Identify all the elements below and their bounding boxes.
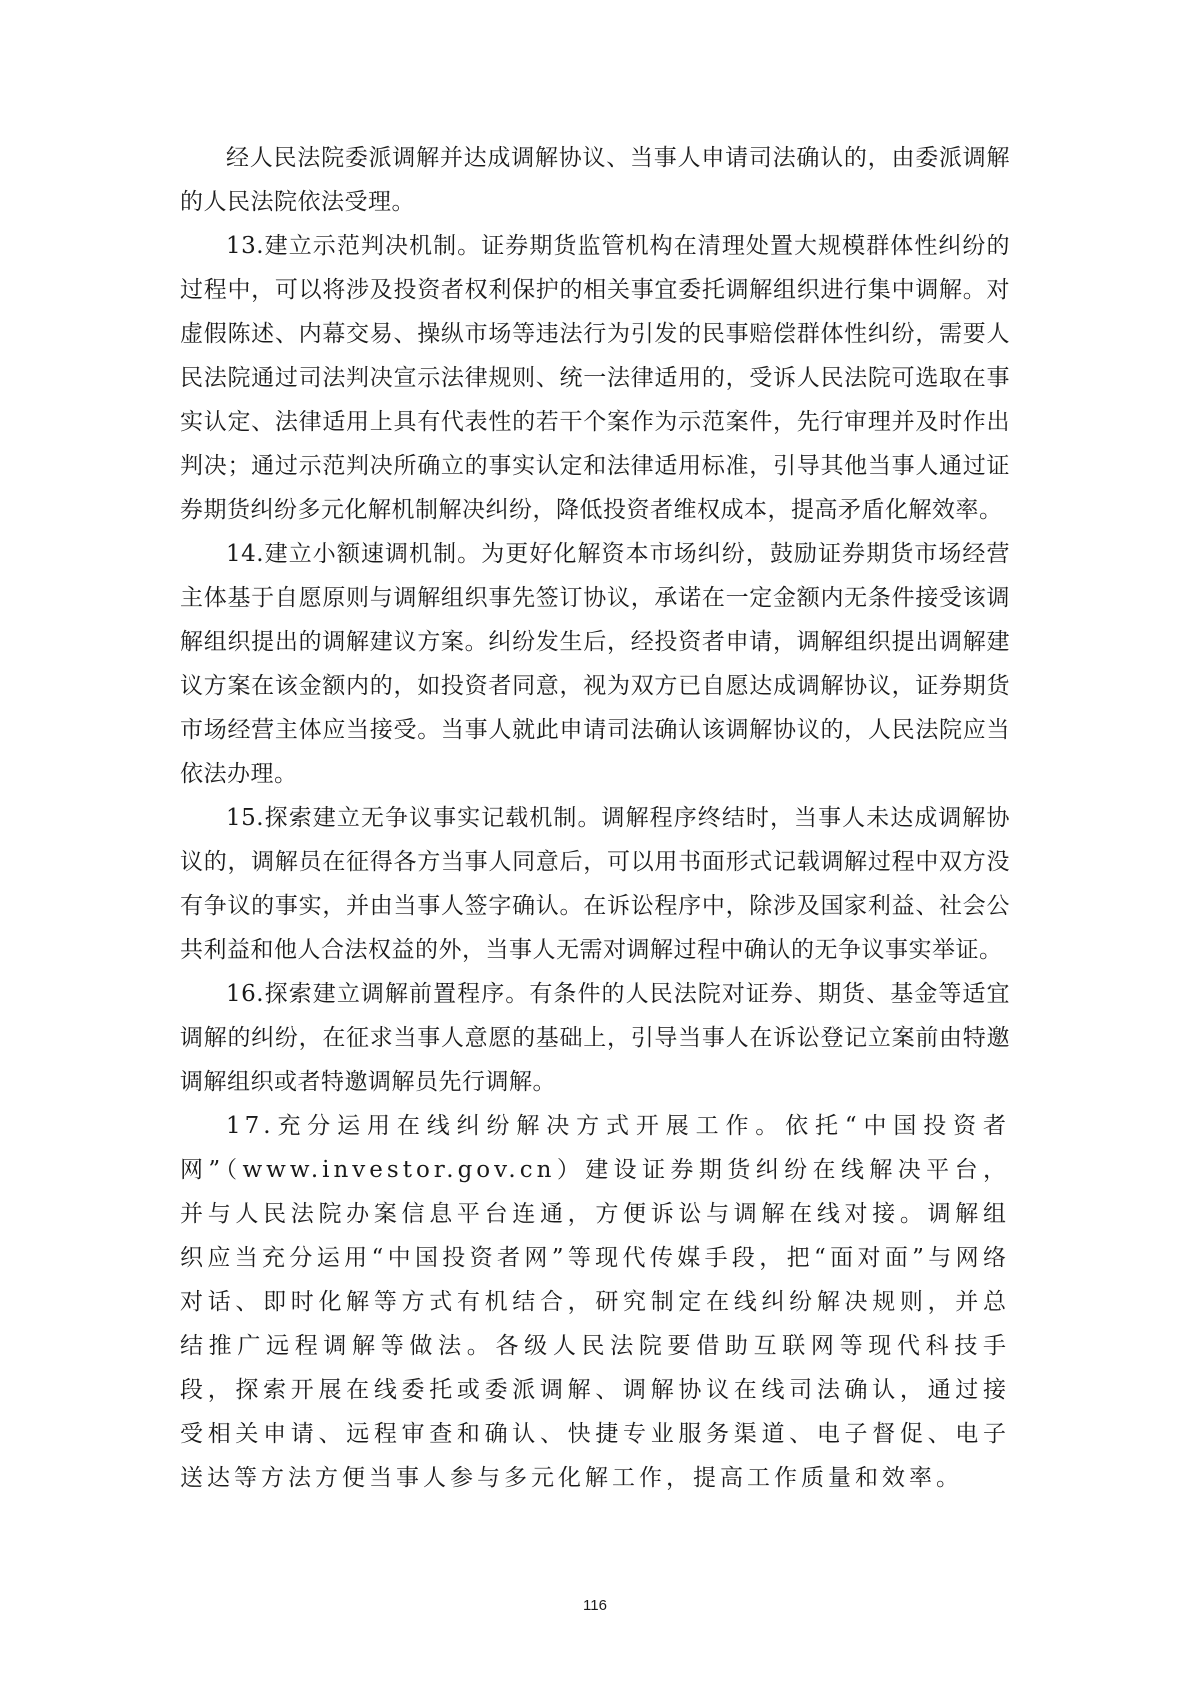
paragraph-13-model-judgment: 13.建立示范判决机制。证券期货监管机构在清理处置大规模群体性纠纷的过程中，可以将涉及投资者权利保护的相关事宜委托调解组织进行集中调解。对虚假陈述、内幕交易、操纵市场等违法行为引发的民事赔偿群体性纠纷，需要人民法院通过司法判决宣示法律规则、统一法律适用的，受诉人民法院可选取在事实认定、法律适用上具有代表性的若干个案作为示范案件，先行审理并及时作出判决；通过示范判决所确立的事实认定和法律适用标准，引导其他当事人通过证券期货纠纷多元化解机制解决纠纷，降低投资者维权成本，提高矛盾化解效率。 (180, 233, 1010, 523)
paragraph-15-undisputed-facts: 15.探索建立无争议事实记载机制。调解程序终结时，当事人未达成调解协议的，调解员在征得各方当事人同意后，可以用书面形式记载调解过程中双方没有争议的事实，并由当事人签字确认。在诉讼程序中，除涉及国家利益、社会公共利益和他人合法权益的外，当事人无需对调解过程中确认的无争议事实举证。 (180, 805, 1010, 963)
paragraph-14-small-claims-mediation: 14.建立小额速调机制。为更好化解资本市场纠纷，鼓励证券期货市场经营主体基于自愿原则与调解组织事先签订协议，承诺在一定金额内无条件接受该调解组织提出的调解建议方案。纠纷发生后，经投资者申请，调解组织提出调解建议方案在该金额内的，如投资者同意，视为双方已自愿达成调解协议，证券期货市场经营主体应当接受。当事人就此申请司法确认该调解协议的，人民法院应当依法办理。 (180, 541, 1010, 787)
paragraph-entrusted-mediation: 经人民法院委派调解并达成调解协议、当事人申请司法确认的，由委派调解的人民法院依法受理。 (180, 145, 1010, 215)
document-body (180, 136, 1010, 1500)
paragraph-16-pre-mediation: 16.探索建立调解前置程序。有条件的人民法院对证券、期货、基金等适宜调解的纠纷，在征求当事人意愿的基础上，引导当事人在诉讼登记立案前由特邀调解组织或者特邀调解员先行调解。 (180, 981, 1010, 1095)
paragraph-17-online-resolution: 17.充分运用在线纠纷解决方式开展工作。依托“中国投资者网”（www.investor.gov.cn）建设证券期货纠纷在线解决平台，并与人民法院办案信息平台连通，方便诉讼与调解在线对接。调解组织应当充分运用“中国投资者网”等现代传媒手段，把“面对面”与网络对话、即时化解等方式有机结合，研究制定在线纠纷解决规则，并总结推广远程调解等做法。各级人民法院要借助互联网等现代科技手段，探索开展在线委托或委派调解、调解协议在线司法确认，通过接受相关申请、远程审查和确认、快捷专业服务渠道、电子督促、电子送达等方法方便当事人参与多元化解工作，提高工作质量和效率。 (180, 1113, 1010, 1491)
page-number: 116 (583, 1597, 607, 1614)
